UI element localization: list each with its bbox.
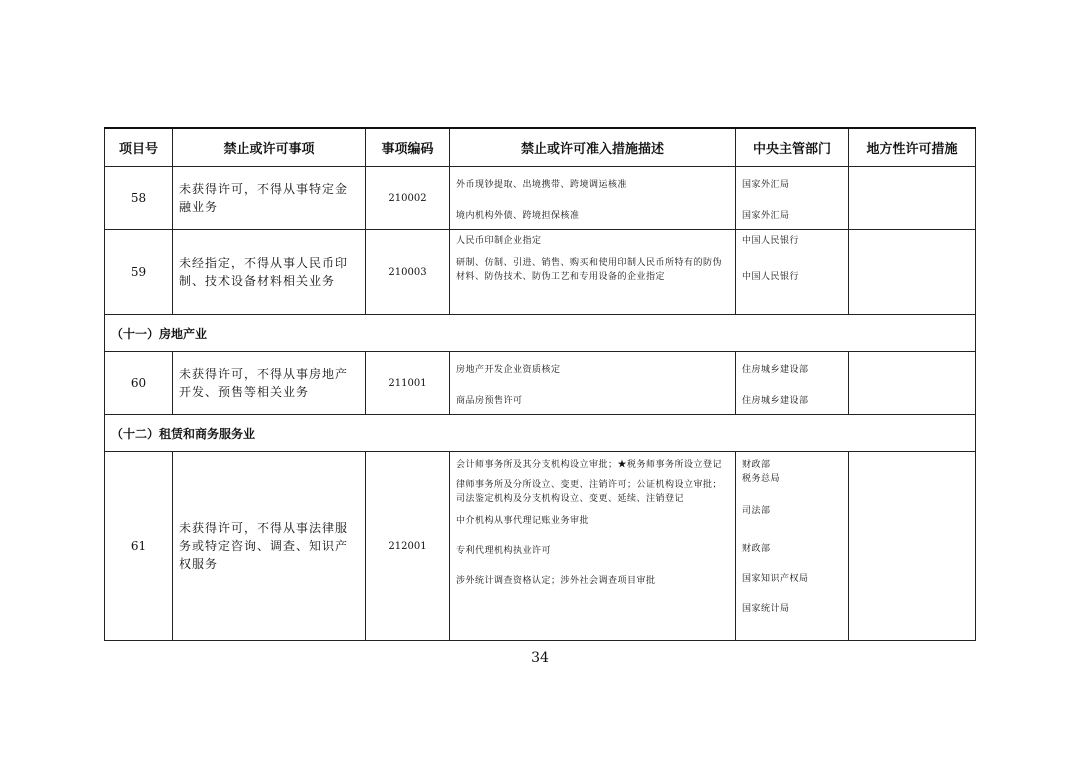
department-item: 国家外汇局 bbox=[742, 179, 790, 190]
row-local-measures bbox=[849, 352, 976, 415]
table-row bbox=[105, 167, 976, 230]
row-measures bbox=[450, 352, 736, 415]
measure-item: 境内机构外债、跨境担保核准 bbox=[456, 210, 580, 221]
row-number: 61 bbox=[105, 452, 173, 641]
measure-item: 涉外统计调查资格认定；涉外社会调查项目审批 bbox=[456, 576, 656, 586]
department-item: 司法部 bbox=[742, 506, 771, 516]
row-number: 58 bbox=[105, 167, 173, 230]
department-item: 国家外汇局 bbox=[742, 210, 790, 221]
department-item: 住房城乡建设部 bbox=[742, 364, 809, 375]
department-item: 中国人民银行 bbox=[742, 272, 800, 282]
row-departments bbox=[736, 352, 849, 415]
measure-item: 外币现钞提取、出境携带、跨境调运核准 bbox=[456, 179, 628, 190]
department-item: 财政部 税务总局 bbox=[742, 460, 781, 484]
row-matter: 未获得许可，不得从事特定金融业务 bbox=[173, 167, 366, 230]
header-matter: 禁止或许可事项 bbox=[173, 128, 366, 167]
table-row bbox=[105, 452, 976, 641]
row-matter: 未获得许可，不得从事法律服务或特定咨询、调查、知识产权服务 bbox=[173, 452, 366, 641]
row-local-measures bbox=[849, 230, 976, 315]
category-title: （十一）房地产业 bbox=[105, 315, 976, 352]
row-measures bbox=[450, 167, 736, 230]
category-row bbox=[105, 415, 976, 452]
department-item: 住房城乡建设部 bbox=[742, 395, 809, 406]
header-measures: 禁止或许可准入措施描述 bbox=[450, 128, 736, 167]
row-local-measures bbox=[849, 452, 976, 641]
header-row bbox=[105, 128, 976, 167]
row-code: 212001 bbox=[366, 452, 450, 641]
measure-item: 人民币印制企业指定 bbox=[456, 236, 542, 246]
measure-item: 会计师事务所及其分支机构设立审批；★税务师事务所设立登记 bbox=[456, 460, 723, 470]
header-item-number: 项目号 bbox=[105, 128, 173, 167]
measure-item: 商品房预售许可 bbox=[456, 395, 523, 406]
department-item: 中国人民银行 bbox=[742, 236, 800, 246]
page-number: 34 bbox=[531, 650, 549, 666]
measure-item: 专利代理机构执业许可 bbox=[456, 546, 552, 556]
row-departments bbox=[736, 452, 849, 641]
measure-item: 研制、仿制、引进、销售、购买和使用印制人民币所特有的防伪材料、防伪技术、防伪工艺和专用设备的企业指定 bbox=[456, 258, 723, 282]
measure-item: 律师事务所及分所设立、变更、注销许可；公证机构设立审批；司法鉴定机构及分支机构设立、变更、延续、注销登记 bbox=[456, 480, 723, 504]
row-code: 211001 bbox=[366, 352, 450, 415]
row-number: 60 bbox=[105, 352, 173, 415]
table-row bbox=[105, 352, 976, 415]
header-central-dept: 中央主管部门 bbox=[736, 128, 849, 167]
category-row bbox=[105, 315, 976, 352]
row-code: 210002 bbox=[366, 167, 450, 230]
measure-item: 中介机构从事代理记账业务审批 bbox=[456, 516, 590, 526]
row-measures bbox=[450, 230, 736, 315]
permit-table bbox=[104, 127, 976, 641]
department-item: 财政部 bbox=[742, 544, 771, 554]
header-local-measures: 地方性许可措施 bbox=[849, 128, 976, 167]
row-departments bbox=[736, 167, 849, 230]
row-departments bbox=[736, 230, 849, 315]
department-item: 国家知识产权局 bbox=[742, 574, 809, 584]
category-title: （十二）租赁和商务服务业 bbox=[105, 415, 976, 452]
row-local-measures bbox=[849, 167, 976, 230]
row-matter: 未经指定，不得从事人民币印制、技术设备材料相关业务 bbox=[173, 230, 366, 315]
table-row bbox=[105, 230, 976, 315]
row-measures bbox=[450, 452, 736, 641]
row-number: 59 bbox=[105, 230, 173, 315]
row-code: 210003 bbox=[366, 230, 450, 315]
row-matter: 未获得许可，不得从事房地产开发、预售等相关业务 bbox=[173, 352, 366, 415]
measure-item: 房地产开发企业资质核定 bbox=[456, 364, 561, 375]
header-code: 事项编码 bbox=[366, 128, 450, 167]
department-item: 国家统计局 bbox=[742, 604, 790, 614]
